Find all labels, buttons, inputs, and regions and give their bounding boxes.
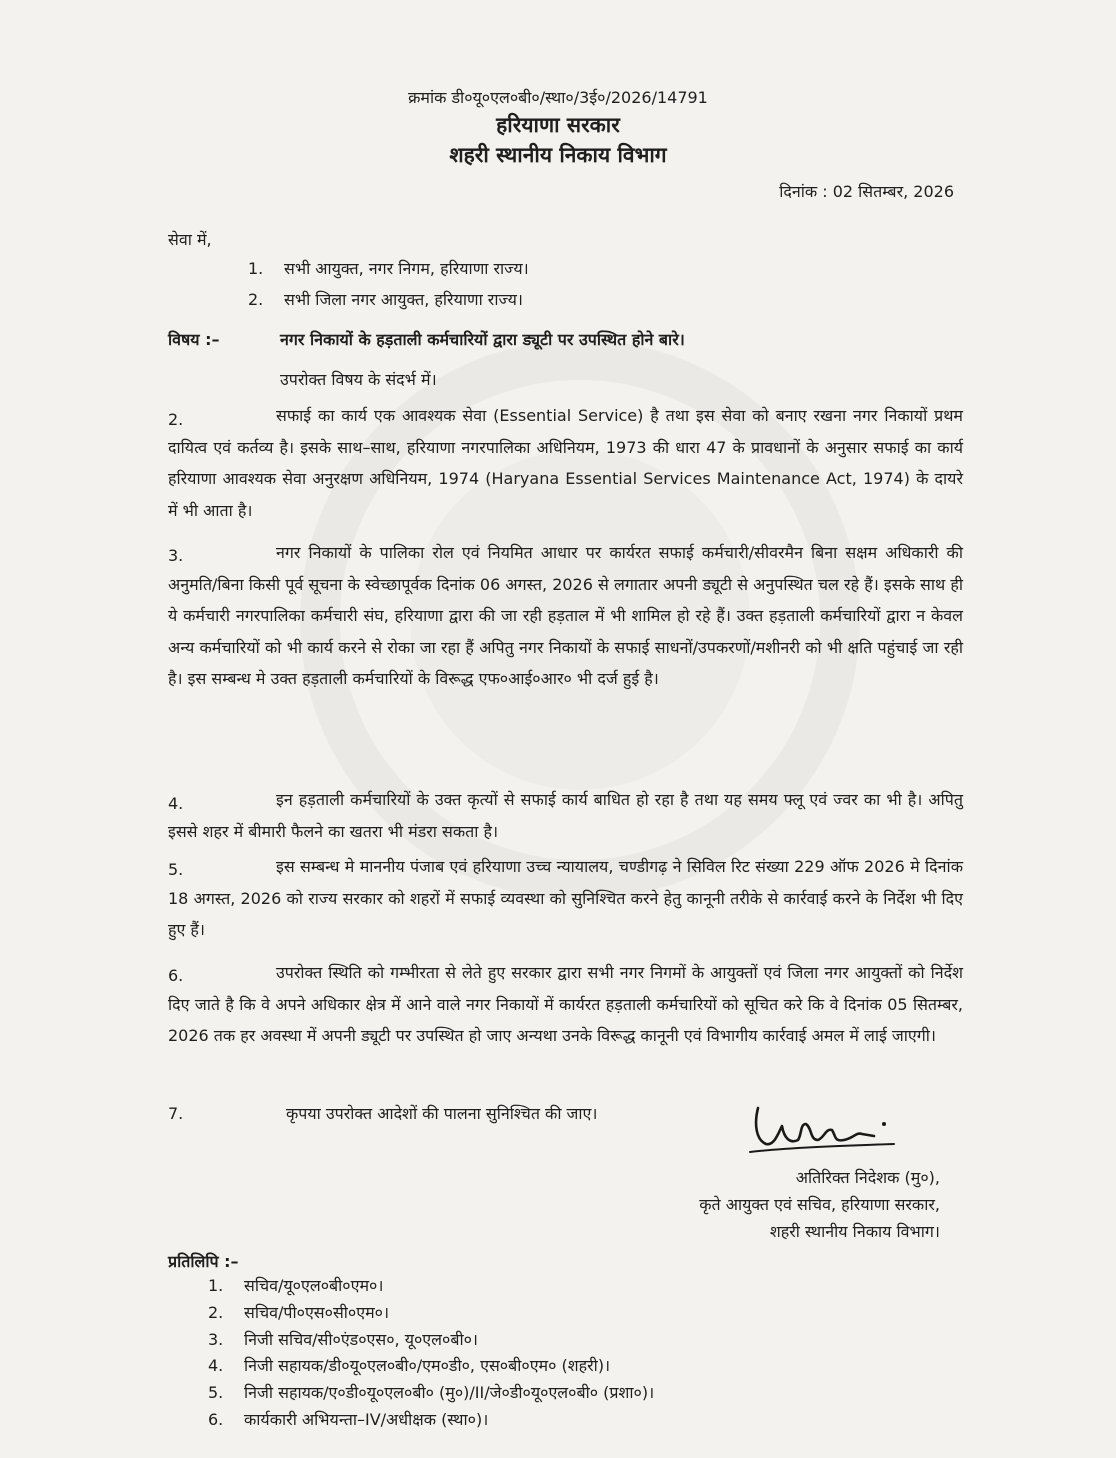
paragraph-number: 2.	[168, 410, 184, 429]
list-item: 2. सभी जिला नगर आयुक्त, हरियाणा राज्य।	[248, 290, 523, 309]
signatory-block	[560, 1164, 940, 1245]
paragraph-number: 4.	[168, 794, 184, 813]
list-item: 1. सचिव/यू०एल०बी०एम०।	[208, 1276, 384, 1295]
paragraph-5: इस सम्बन्ध मे माननीय पंजाब एवं हरियाणा उच्च न्यायालय, चण्डीगढ़ ने सिविल रिट संख्या 229 ऑफ 2026 मे दिनांक 18 अगस्त, 2026 को राज्य सरकार को शहरों में सफाई व्यवस्था को सुनिश्चित करने हेतु कानूनी तरीके से कार्रवाई करने के निर्देश भी दिए हुए हैं।	[168, 857, 963, 940]
list-item: 1. सभी आयुक्त, नगर निगम, हरियाणा राज्य।	[248, 259, 529, 278]
list-item: 3. निजी सचिव/सी०एंड०एस०, यू०एल०बी०।	[208, 1329, 478, 1349]
signatory-department: शहरी स्थानीय निकाय विभाग।	[769, 1222, 940, 1241]
copy-to-label: प्रतिलिपि :–	[168, 1252, 239, 1271]
paragraph-number: 5.	[168, 860, 184, 879]
department-name: शहरी स्थानीय निकाय विभाग	[449, 143, 667, 167]
paragraph-4: इन हड़ताली कर्मचारियों के उक्त कृत्यों से सफाई कार्य बाधित हो रहा है तथा यह समय फ्लू एवं ज्वर का भी है। अपितु इससे शहर में बीमारी फैलने का खतरा भी मंडरा सकता है।	[168, 790, 963, 841]
reference-number: क्रमांक डी०यू०एल०बी०/स्था०/3ई०/2026/14791	[408, 88, 708, 107]
paragraph-number: 6.	[168, 966, 184, 985]
subject-label: विषय :–	[168, 330, 220, 349]
subject-text: नगर निकायों के हड़ताली कर्मचारियों द्वारा ड्यूटी पर उपस्थित होने बारे।	[280, 330, 685, 349]
paragraph-3: नगर निकायों के पालिका रोल एवं नियमित आधार पर कार्यरत सफाई कर्मचारी/सीवरमैन बिना सक्षम अधिकारी की अनुमति/बिना किसी पूर्व सूचना के स्वेच्छापूर्वक दिनांक 06 अगस्त, 2026 से लगातार अपनी ड्यूटी से अनुपस्थित चल रहे हैं। इसके साथ ही ये कर्मचारी नगरपालिका कर्मचारी संघ, हरियाणा द्वारा की जा रही हड़ताल में भी शामिल हो रहे हैं। उक्त हड़ताली कर्मचारियों द्वारा न केवल अन्य कर्मचारियों को भी कार्य करने से रोका जा रहा हैं अपितु नगर निकायों के सफाई साधनों/उपकरणों/मशीनरी को भी क्षति पहुंचाई जा रही है। इस सम्बन्ध मे उक्त हड़ताली कर्मचारियों के विरूद्ध एफ०आई०आर० भी दर्ज हुई है।	[168, 543, 963, 689]
addressee-list	[248, 258, 529, 320]
reference-line: उपरोक्त विषय के संदर्भ में।	[280, 370, 437, 389]
list-item: 5. निजी सहायक/ए०डी०यू०एल०बी० (मु०)/II/जे०डी०यू०एल०बी० (प्रशा०)।	[208, 1383, 655, 1403]
paragraph-6: उपरोक्त स्थिति को गम्भीरता से लेते हुए सरकार द्वारा सभी नगर निगमों के आयुक्तों एवं जिला नगर आयुक्तों को निर्देश दिए जाते है कि वे अपने अधिकार क्षेत्र में आने वाले नगर निकायों में कार्यरत हड़ताली कर्मचारियों को सूचित करे कि वे दिनांक 05 सितम्बर, 2026 तक हर अवस्था में अपनी ड्यूटी पर उपस्थित हो जाए अन्यथा उनके विरूद्ध कानूनी एवं विभागीय कार्रवाई अमल में लाई जाएगी।	[168, 963, 963, 1046]
government-name: हरियाणा सरकार	[496, 113, 620, 137]
signatory-on-behalf: कृते आयुक्त एवं सचिव, हरियाणा सरकार,	[699, 1195, 940, 1214]
paragraph-number: 7.	[168, 1104, 184, 1123]
signatory-designation: अतिरिक्त निदेशक (मु०),	[795, 1168, 940, 1187]
handwritten-signature	[744, 1094, 904, 1164]
list-item: 6. कार्यकारी अभियन्ता–IV/अधीक्षक (स्था०)।	[208, 1409, 489, 1429]
list-item: 2. सचिव/पी०एस०सी०एम०।	[208, 1302, 390, 1322]
letter-date: दिनांक : 02 सितम्बर, 2026	[779, 182, 954, 201]
paragraph-7: कृपया उपरोक्त आदेशों की पालना सुनिश्चित की जाए।	[286, 1104, 598, 1123]
salutation: सेवा में,	[168, 230, 212, 249]
paragraph-number: 3.	[168, 546, 184, 565]
paragraph-2: सफाई का कार्य एक आवश्यक सेवा (Essential Service) है तथा इस सेवा को बनाए रखना नगर निकायों प्रथम दायित्व एवं कर्तव्य है। इसके साथ–साथ, हरियाणा नगरपालिका अधिनियम, 1973 की धारा 47 के प्रावधानों के अनुसार सफाई का कार्य हरियाणा आवश्यक सेवा अनुरक्षण अधिनियम, 1974 (Haryana Essential Services Maintenance Act, 1974) के दायरे में भी आता है।	[168, 406, 963, 520]
copy-to-list	[208, 1275, 654, 1436]
list-item: 4. निजी सहायक/डी०यू०एल०बी०/एम०डी०, एस०बी०एम० (शहरी)।	[208, 1356, 611, 1376]
